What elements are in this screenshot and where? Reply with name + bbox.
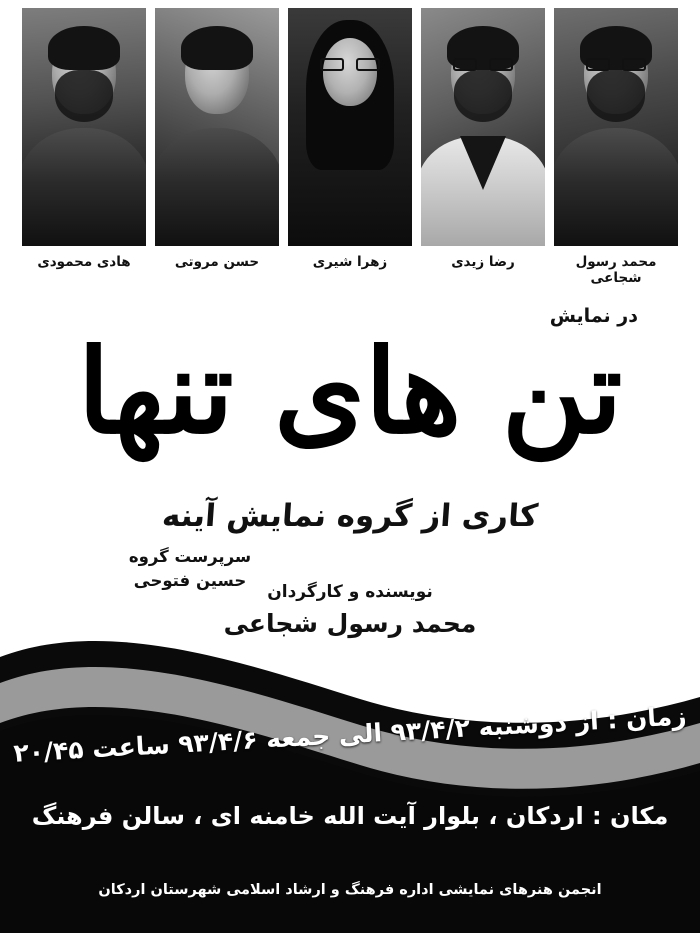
portrait-hadi-mahmoudi	[22, 8, 146, 246]
event-place-line: مکان : اردکان ، بلوار آیت الله خامنه ای ، سالن فرهنگ	[31, 802, 669, 830]
supervisor-label: سرپرست گروه	[128, 547, 252, 566]
portrait-reza-zeidi	[421, 8, 545, 246]
portrait-mohammad-rasoul-shojaei	[554, 8, 678, 246]
cast-name: حسن مروتی	[174, 254, 260, 270]
beard-shape	[454, 70, 512, 122]
pre-title-text: در نمایش	[549, 305, 638, 327]
beard-shape	[55, 70, 113, 122]
shoulders-shape	[554, 128, 678, 246]
portrait-zahra-shiri	[288, 8, 412, 246]
cast-name: زهرا شیری	[312, 254, 388, 270]
hair-shape	[48, 26, 120, 70]
cast-name: هادی محمودی	[37, 254, 131, 270]
cast-name: محمد رسول شجاعی	[575, 254, 657, 287]
portrait-hasan-morovati	[155, 8, 279, 246]
supervisor-name: حسین فتوحی	[133, 570, 247, 590]
cast-names-row	[0, 254, 700, 288]
shoulders-shape	[155, 128, 279, 246]
hair-shape	[181, 26, 253, 70]
face-shape	[323, 38, 377, 106]
glasses-icon	[320, 58, 380, 71]
beard-shape	[587, 70, 645, 122]
poster-title: تن های تنها	[77, 324, 623, 460]
theater-group-line: کاری از گروه نمایش آینه	[160, 498, 540, 534]
shoulders-shape	[22, 128, 146, 246]
cast-name: رضا زیدی	[451, 254, 515, 270]
writer-director-name: محمد رسول شجاعی	[223, 608, 477, 638]
organizer-footer-line: انجمن هنرهای نمایشی اداره فرهنگ و ارشاد اسلامی شهرستان اردکان	[98, 882, 602, 898]
cast-photo-strip	[0, 8, 700, 248]
writer-director-label: نویسنده و کارگردان	[267, 582, 433, 602]
event-time-line: زمان : از دوشنبه ۹۳/۴/۲ الی جمعه ۹۳/۴/۶ ساعت ۲۰/۴۵	[12, 701, 688, 768]
